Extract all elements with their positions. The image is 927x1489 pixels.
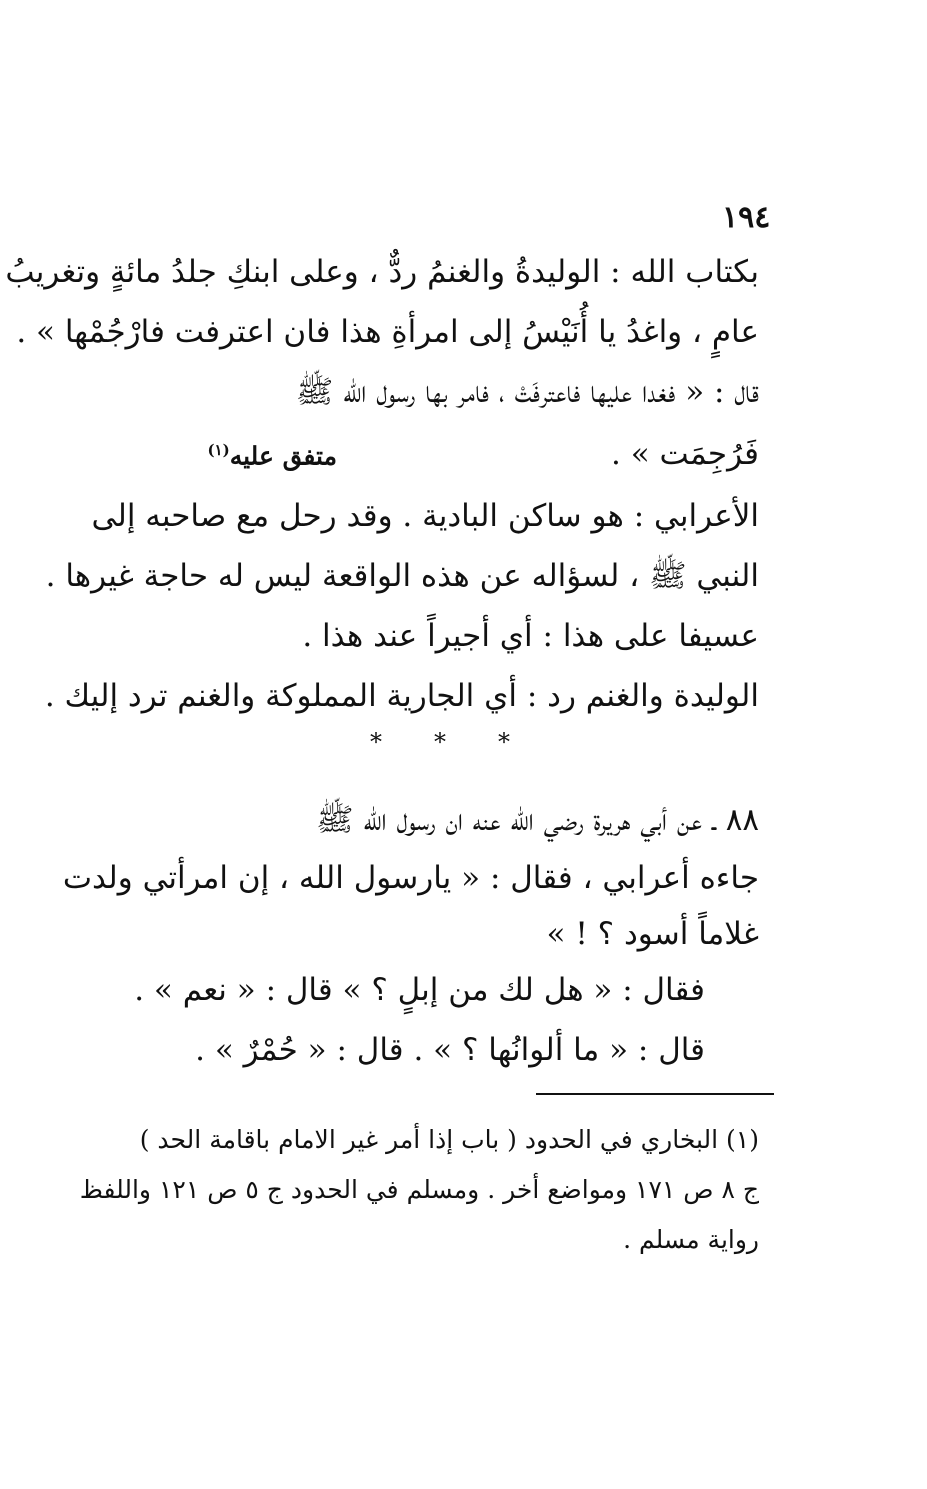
glossary-line: عسيفا على هذا : أي أجيراً عند هذا . <box>302 618 759 654</box>
page-number: ١٩٤ <box>722 200 771 235</box>
footnote-reference: (١) <box>207 441 230 459</box>
footnote-divider <box>536 1093 774 1095</box>
glossary-line: الوليدة والغنم رد : أي الجارية المملوكة والغنم ترد إليك . <box>44 678 759 714</box>
text-line: عامٍ ، واغدُ يا أُنَيْسُ إلى امرأةِ هذا فان اعترفت فارْجُمْها » . <box>16 314 759 350</box>
star: * <box>498 728 510 756</box>
glossary-line: الأعرابي : هو ساكن البادية . وقد رحل مع صاحبه إلى <box>91 498 759 534</box>
star-separator <box>370 728 510 756</box>
text-line: فقال : « هل لك من إبلٍ ؟ » قال : « نعم » . <box>134 972 705 1008</box>
text-line: قال : « ما ألوانُها ؟ » . قال : « حُمْرٌ » . <box>195 1032 705 1068</box>
glossary-line: النبي ﷺ ، لسؤاله عن هذه الواقعة ليس له حاجة غيرها . <box>45 558 759 594</box>
source-label: متفق عليه <box>229 441 337 471</box>
text-line: قال : « فغدا عليها فاعترفَتْ ، فامر بها رسول الله ﷺ <box>295 374 759 410</box>
text-line: بكتاب الله : الوليدةُ والغنمُ ردٌّ ، وعلى ابنكِ جلدُ مائةٍ وتغريبُ <box>5 254 759 290</box>
star: * <box>434 728 446 756</box>
footnote-line: (١) البخاري في الحدود ( باب إذا أمر غير الامام باقامة الحد ) <box>139 1125 759 1154</box>
text-line: ٨٨ ـ عن أبي هريرة رضي الله عنه ان رسول الله ﷺ <box>316 802 759 838</box>
footnote-line: رواية مسلم . <box>623 1225 759 1254</box>
text-line: غلاماً أسود ؟ ! » <box>546 916 759 952</box>
text-line: فَرُجِمَت » . <box>611 436 759 472</box>
text-line: جاءه أعرابي ، فقال : « يارسول الله ، إن امرأتي ولدت <box>62 860 759 896</box>
source-citation <box>207 430 337 476</box>
footnote-line: ج ٨ ص ١٧١ ومواضع أخر . ومسلم في الحدود ج ٥ ص ١٢١ واللفظ <box>79 1175 759 1204</box>
star: * <box>370 728 382 756</box>
